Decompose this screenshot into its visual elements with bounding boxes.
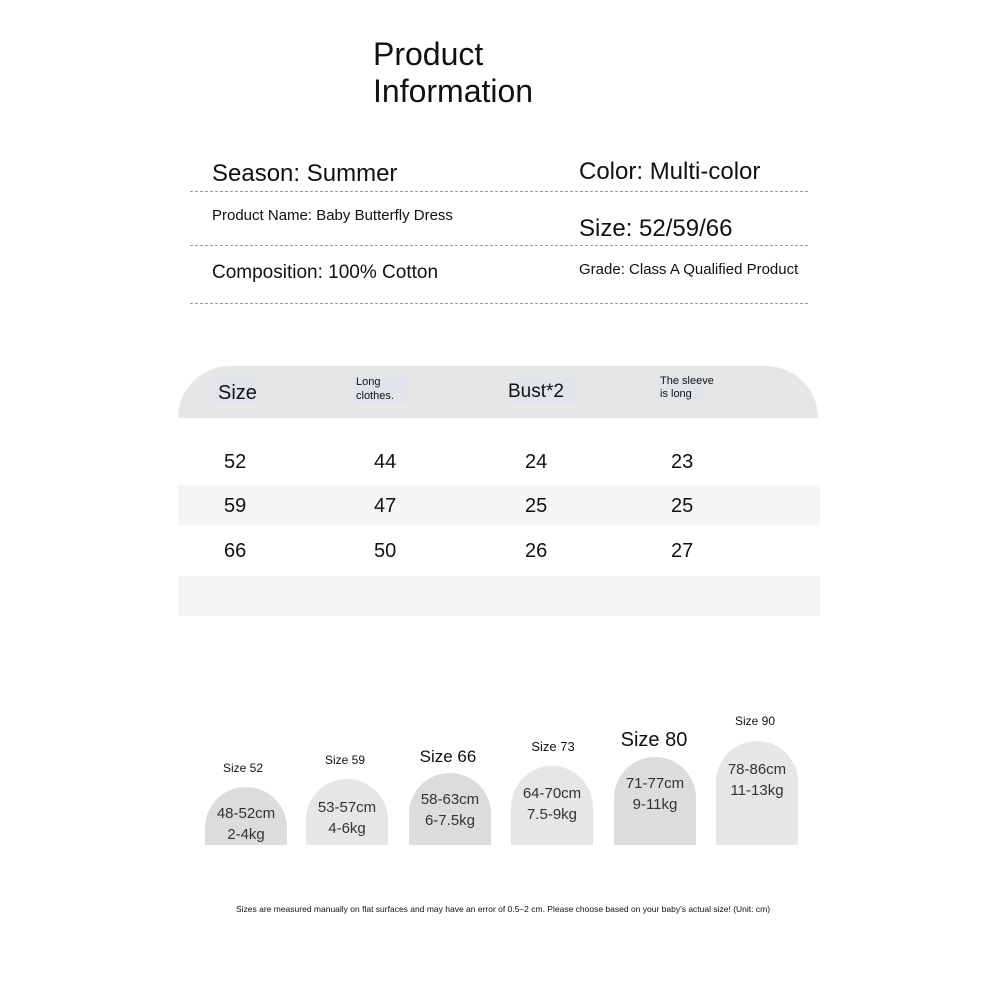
bubble-weight: 7.5-9kg: [526, 806, 578, 823]
divider: [190, 191, 808, 192]
divider: [190, 303, 808, 304]
title-line-1: Product: [373, 36, 484, 72]
size-info: Size: 52/59/66: [579, 215, 733, 242]
cell-bust: 26: [525, 540, 548, 562]
header-length-line-2: clothes.: [356, 390, 394, 402]
size-table-header: [178, 366, 818, 418]
cell-bust: 24: [525, 451, 548, 473]
cell-sleeve: 25: [671, 495, 694, 517]
cell-size: 66: [224, 540, 247, 562]
bubble-weight: 4-6kg: [328, 820, 366, 837]
cell-length: 47: [374, 495, 397, 517]
cell-bust: 25: [525, 495, 548, 517]
divider: [190, 245, 808, 246]
size-bubble: [614, 757, 696, 845]
bubble-height: 71-77cm: [625, 775, 685, 792]
size-bubble: [409, 773, 491, 845]
row-band: [178, 485, 820, 525]
header-sleeve: [660, 375, 714, 401]
grade-info: Grade: Class A Qualified Product: [579, 261, 799, 278]
season-info: Season: Summer: [212, 160, 398, 187]
row-band: [178, 576, 820, 616]
bubble-weight: 11-13kg: [730, 782, 784, 799]
bubble-height: 48-52cm: [216, 805, 276, 822]
composition-info: Composition: 100% Cotton: [212, 262, 439, 283]
header-sleeve-line-1: The sleeve: [660, 375, 714, 387]
bubble-height: 64-70cm: [522, 785, 582, 802]
cell-length: 44: [374, 451, 397, 473]
page-title: [373, 36, 533, 110]
bubble-height: 53-57cm: [317, 799, 377, 816]
size-label: Size 66: [419, 747, 477, 766]
size-label: Size 52: [222, 761, 264, 775]
header-bust: Bust*2: [508, 381, 564, 402]
header-size: Size: [218, 382, 257, 404]
size-bubble: [716, 741, 798, 845]
size-label: Size 59: [324, 753, 366, 767]
disclaimer-note: Sizes are measured manually on flat surfaces and may have an error of 0.5–2 cm. Please choose based on your baby's actual size! (Unit: cm): [235, 904, 771, 914]
size-label: Size 90: [734, 714, 776, 728]
size-bubble: [205, 787, 287, 845]
bubble-weight: 9-11kg: [632, 796, 678, 813]
bubble-weight: 6-7.5kg: [424, 812, 476, 829]
color-info: Color: Multi-color: [579, 158, 761, 185]
size-label: Size 73: [531, 739, 575, 754]
product-name-info: Product Name: Baby Butterfly Dress: [212, 207, 453, 224]
size-label: Size 80: [620, 729, 688, 751]
cell-size: 59: [224, 495, 247, 517]
bubble-height: 78-86cm: [727, 761, 787, 778]
bubble-weight: 2-4kg: [227, 826, 265, 843]
title-line-2: Information: [373, 73, 534, 109]
bubble-height: 58-63cm: [420, 791, 480, 808]
cell-sleeve: 27: [671, 540, 694, 562]
size-bubble: [511, 766, 593, 845]
cell-length: 50: [374, 540, 397, 562]
header-sleeve-line-2: is long: [660, 388, 692, 400]
cell-size: 52: [224, 451, 247, 473]
cell-sleeve: 23: [671, 451, 694, 473]
size-bubble: [306, 779, 388, 845]
header-length: [356, 375, 394, 403]
header-length-line-1: Long: [356, 376, 381, 388]
